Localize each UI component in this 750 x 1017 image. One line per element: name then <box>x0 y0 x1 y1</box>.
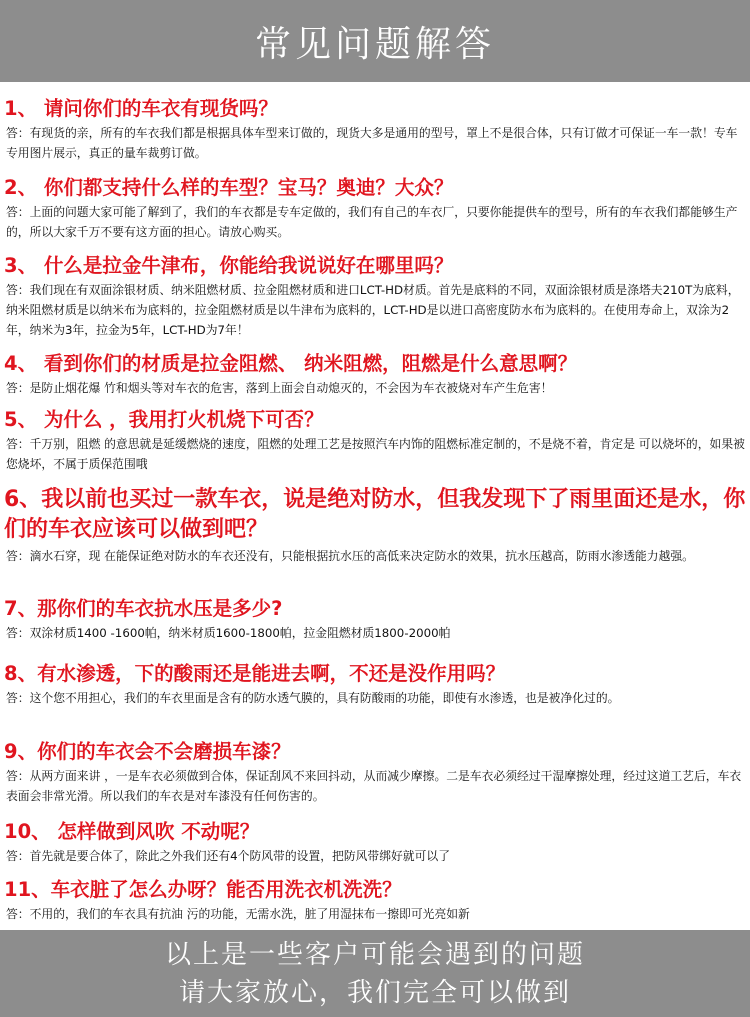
faq-question: 6、我以前也买过一款车衣，说是绝对防水，但我发现下了雨里面还是水，你们的车衣应该可以做到吧？ <box>4 487 746 542</box>
faq-item-3 <box>0 252 750 340</box>
faq-answer: 答：从两方面来讲 ，一是车衣必须做到合体，保证刮风不来回抖动，从而减少摩擦。二是车衣必须经过干湿摩擦处理，经过这道工艺后，车衣表面会非常光滑。所以我们的车衣是对车漆没有任何伤害的。 <box>6 769 742 803</box>
faq-item-4 <box>0 350 750 398</box>
faq-item-11 <box>0 876 750 924</box>
faq-question: 4、 看到你们的材质是拉金阻燃、 纳米阻燃，阻燃是什么意思啊？ <box>4 352 578 375</box>
faq-answer: 答：有现货的亲，所有的车衣我们都是根据具体车型来订做的，现货大多是通用的型号，罩上不是很合体，只有订做才可保证一车一款！专车专用图片展示，真正的量车裁剪订做。 <box>6 126 738 160</box>
footer-line-2: 请大家放心，我们完全可以做到 <box>178 977 571 1008</box>
faq-item-9 <box>0 738 750 806</box>
faq-answer: 答：不用的，我们的车衣具有抗油 污的功能，无需水洗，脏了用湿抹布一擦即可光亮如新 <box>6 907 470 921</box>
page-footer <box>0 930 750 1017</box>
faq-item-5 <box>0 406 750 474</box>
faq-question: 1、 请问你们的车衣有现货吗？ <box>4 97 278 120</box>
footer-line-1: 以上是一些客户可能会遇到的问题 <box>164 939 585 970</box>
faq-question: 3、 什么是拉金牛津布，你能给我说说好在哪里吗？ <box>4 254 454 277</box>
faq-item-8 <box>0 660 750 708</box>
faq-question: 8、有水渗透，下的酸雨还是能进去啊，不还是没作用吗？ <box>4 662 506 685</box>
faq-question: 7、那你们的车衣抗水压是多少? <box>4 597 283 620</box>
faq-answer: 答：双涂材质1400 -1600帕，纳米材质1600-1800帕，拉金阻燃材质1800-2000帕 <box>6 626 451 640</box>
faq-answer: 答：我们现在有双面涂银材质、纳米阻燃材质、拉金阻燃材质和进口LCT-HD材质。首先是底料的不同，双面涂银材质是涤塔夫210T为底料，纳米阻燃材质是以纳米布为底料的，拉金阻燃材质是以牛津布为底料的，LCT-HD是以进口高密度防水布为底料的。在使用寿命上，双涂为2年，纳米为3年，拉金为5年，LCT-HD为7年！ <box>6 283 740 337</box>
faq-answer: 答：滴水石穿，现 在能保证绝对防水的车衣还没有，只能根据抗水压的高低来决定防水的效果，抗水压越高，防雨水渗透能力越强。 <box>6 549 694 563</box>
faq-item-6 <box>0 485 750 566</box>
page-title: 常见问题解答 <box>254 23 495 65</box>
faq-answer: 答：这个您不用担心，我们的车衣里面是含有的防水透气膜的，具有防酸雨的功能，即使有水渗透，也是被净化过的。 <box>6 691 620 705</box>
faq-item-10 <box>0 818 750 866</box>
faq-item-7 <box>0 595 750 643</box>
faq-question: 11、车衣脏了怎么办呀？能否用洗衣机洗洗？ <box>4 878 402 901</box>
faq-question: 9、你们的车衣会不会磨损车漆？ <box>4 740 291 763</box>
faq-question: 5、 为什么 ，我用打火机烧下可否？ <box>4 408 324 431</box>
faq-item-2 <box>0 174 750 242</box>
page-header <box>0 0 750 82</box>
faq-answer: 答：上面的问题大家可能了解到了，我们的车衣都是专车定做的，我们有自己的车衣厂，只要你能提供车的型号，所有的车衣我们都能够生产的，所以大家千万不要有这方面的担心。请放心购买。 <box>6 205 738 239</box>
faq-question: 10、 怎样做到风吹 不动呢？ <box>4 820 260 843</box>
faq-answer: 答：首先就是要合体了，除此之外我们还有4个防风带的设置，把防风带绑好就可以了 <box>6 849 450 863</box>
faq-question: 2、 你们都支持什么样的车型？宝马？奥迪？大众？ <box>4 176 454 199</box>
faq-item-1 <box>0 95 750 163</box>
faq-answer: 答：千万别，阻燃 的意思就是延缓燃烧的速度，阻燃的处理工艺是按照汽车内饰的阻燃标准定制的，不是烧不着，肯定是 可以烧坏的，如果被您烧坏，不属于质保范围哦 <box>6 437 745 471</box>
faq-answer: 答：是防止烟花爆 竹和烟头等对车衣的危害，落到上面会自动熄灭的，不会因为车衣被烧对车产生危害！ <box>6 381 553 395</box>
